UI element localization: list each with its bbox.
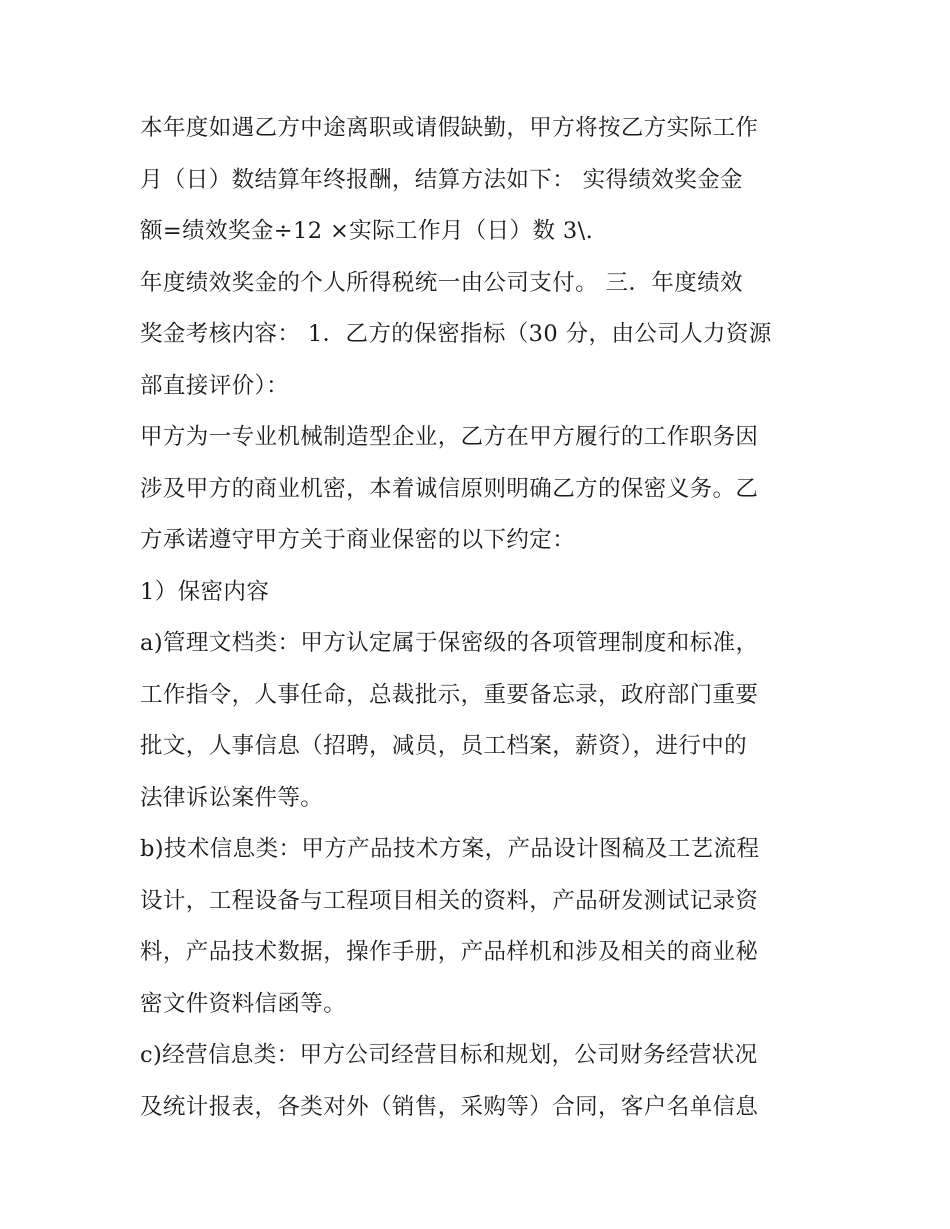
text-line: 甲方为一专业机械制造型企业，乙方在甲方履行的工作职务因 xyxy=(140,424,759,450)
paragraph-tax-and-assessment xyxy=(140,258,820,413)
text-line: 批文，人事信息（招聘，减员，员工档案，薪资），进行中的 xyxy=(140,733,748,759)
text-line: b)技术信息类：甲方产品技术方案，产品设计图稿及工艺流程 xyxy=(140,836,760,862)
text-line: 方承诺遵守甲方关于商业保密的以下约定： xyxy=(140,527,576,553)
document-body xyxy=(140,103,820,1133)
paragraph-confidentiality-duty xyxy=(140,412,820,567)
paragraph-management-documents xyxy=(140,618,820,824)
text-line: 奖金考核内容： 1．乙方的保密指标（30 分，由公司人力资源 xyxy=(140,321,772,347)
text-line: c)经营信息类：甲方公司经营目标和规划，公司财务经营状况 xyxy=(140,1042,758,1068)
paragraph-business-information xyxy=(140,1030,820,1133)
text-line: 部直接评价）： xyxy=(140,372,290,399)
text-line: 及统计报表，各类对外（销售，采购等）合同，客户名单信息 xyxy=(140,1093,759,1120)
text-line: 法律诉讼案件等。 xyxy=(140,784,324,811)
text-line: 密文件资料信函等。 xyxy=(140,990,347,1017)
text-line: 涉及甲方的商业机密，本着诚信原则明确乙方的保密义务。乙 xyxy=(140,475,759,502)
text-line: a)管理文档类：甲方认定属于保密级的各项管理制度和标准， xyxy=(140,630,759,656)
text-line: 1）保密内容 xyxy=(140,578,270,605)
text-line: 工作指令，人事任命，总裁批示，重要备忘录，政府部门重要 xyxy=(140,681,759,708)
text-line: 本年度如遇乙方中途离职或请假缺勤，甲方将按乙方实际工作 xyxy=(140,115,759,141)
paragraph-settlement xyxy=(140,103,820,258)
section-heading-confidential-content xyxy=(140,567,820,619)
paragraph-technical-information xyxy=(140,824,820,1030)
text-line: 设计，工程设备与工程项目相关的资料，产品研发测试记录资 xyxy=(140,887,759,914)
text-line: 月（日）数结算年终报酬，结算方法如下： 实得绩效奖金金 xyxy=(140,166,743,193)
text-line: 年度绩效奖金的个人所得税统一由公司支付。 三．年度绩效 xyxy=(140,269,743,296)
text-line: 料，产品技术数据，操作手册，产品样机和涉及相关的商业秘 xyxy=(140,939,759,965)
text-line: 额=绩效奖金÷12 ×实际工作月（日）数 3\. xyxy=(140,218,594,244)
